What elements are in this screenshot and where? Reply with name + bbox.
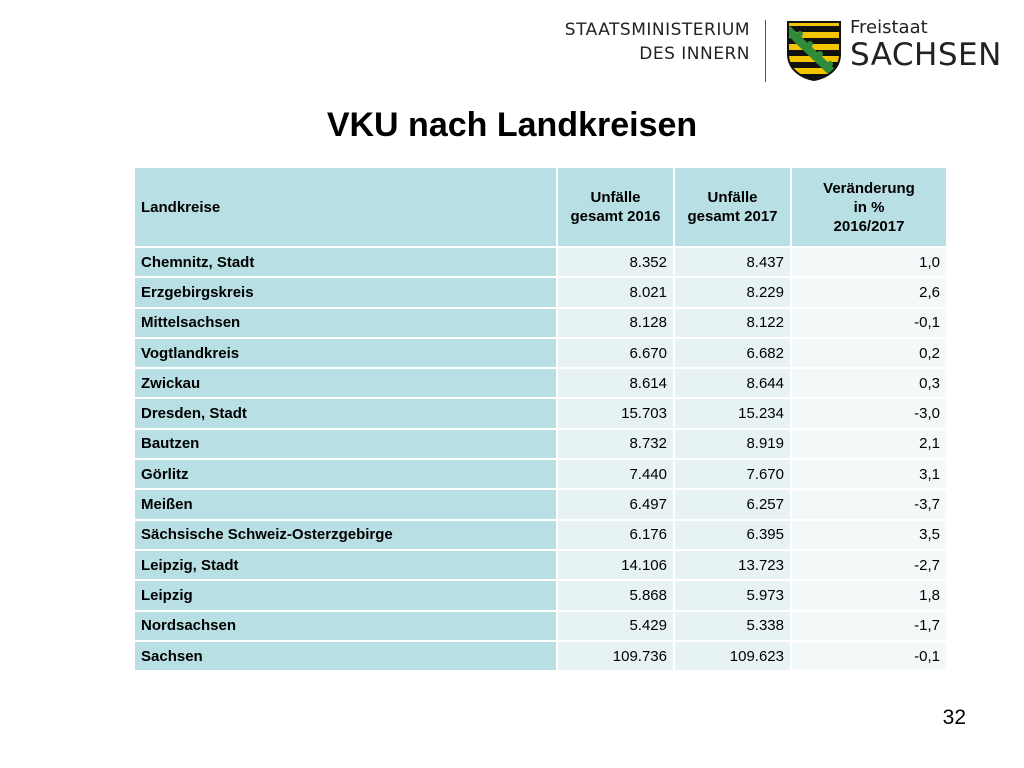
cell-landkreis: Leipzig, Stadt [134, 550, 557, 580]
cell-unfaelle-2017: 6.682 [674, 338, 791, 368]
header-veraenderung-line1: Veränderung [823, 179, 915, 197]
cell-landkreis: Dresden, Stadt [134, 398, 557, 428]
cell-veraenderung: -0,1 [791, 308, 947, 338]
header-veraenderung-line3: 2016/2017 [833, 217, 905, 235]
cell-landkreis: Erzgebirgskreis [134, 277, 557, 307]
header-unfaelle-2017-line1: Unfälle [707, 189, 758, 206]
cell-landkreis: Görlitz [134, 459, 557, 489]
cell-veraenderung: 1,8 [791, 580, 947, 610]
table-row [134, 520, 947, 550]
table-row [134, 459, 947, 489]
cell-unfaelle-2016: 5.868 [557, 580, 674, 610]
cell-unfaelle-2016: 14.106 [557, 550, 674, 580]
header-veraenderung [791, 167, 947, 247]
cell-unfaelle-2016: 8.021 [557, 277, 674, 307]
cell-landkreis: Nordsachsen [134, 611, 557, 641]
cell-unfaelle-2017: 8.919 [674, 429, 791, 459]
cell-unfaelle-2016: 8.128 [557, 308, 674, 338]
cell-landkreis: Sächsische Schweiz-Osterzgebirge [134, 520, 557, 550]
cell-unfaelle-2017: 5.973 [674, 580, 791, 610]
brand-freistaat: Freistaat [850, 17, 928, 38]
cell-veraenderung: -2,7 [791, 550, 947, 580]
table-row [134, 398, 947, 428]
cell-landkreis: Leipzig [134, 580, 557, 610]
cell-unfaelle-2016: 6.497 [557, 489, 674, 519]
header-unfaelle-2017-line2: gesamt 2017 [687, 208, 778, 225]
header-unfaelle-2016-line2: gesamt 2016 [570, 208, 661, 225]
header-unfaelle-2016 [557, 167, 674, 247]
cell-landkreis: Bautzen [134, 429, 557, 459]
header-veraenderung-line2: in % [853, 198, 885, 216]
cell-unfaelle-2016: 6.670 [557, 338, 674, 368]
cell-veraenderung: 0,3 [791, 368, 947, 398]
table-row [134, 368, 947, 398]
brand-sachsen: SACHSEN [850, 37, 1002, 73]
cell-veraenderung: 2,1 [791, 429, 947, 459]
table-row [134, 429, 947, 459]
table-row [134, 489, 947, 519]
cell-unfaelle-2017: 6.395 [674, 520, 791, 550]
cell-unfaelle-2017: 15.234 [674, 398, 791, 428]
ministry-line-2: DES INNERN [639, 44, 750, 64]
cell-veraenderung: -3,0 [791, 398, 947, 428]
cell-unfaelle-2017: 8.644 [674, 368, 791, 398]
table-row [134, 550, 947, 580]
saxony-coat-of-arms-icon [786, 20, 842, 82]
table-row [134, 308, 947, 338]
cell-landkreis: Zwickau [134, 368, 557, 398]
cell-landkreis: Sachsen [134, 641, 557, 671]
page-title: VKU nach Landkreisen [326, 106, 698, 144]
cell-unfaelle-2016: 8.614 [557, 368, 674, 398]
cell-unfaelle-2016: 6.176 [557, 520, 674, 550]
cell-veraenderung: -3,7 [791, 489, 947, 519]
cell-unfaelle-2017: 8.122 [674, 308, 791, 338]
cell-veraenderung: 0,2 [791, 338, 947, 368]
table-row [134, 338, 947, 368]
cell-unfaelle-2017: 6.257 [674, 489, 791, 519]
cell-unfaelle-2016: 109.736 [557, 641, 674, 671]
cell-unfaelle-2017: 7.670 [674, 459, 791, 489]
table-row [134, 277, 947, 307]
header-unfaelle-2016-line1: Unfälle [590, 189, 641, 206]
cell-unfaelle-2016: 7.440 [557, 459, 674, 489]
page-number: 32 [942, 706, 966, 729]
cell-veraenderung: 3,1 [791, 459, 947, 489]
ministry-name [560, 18, 750, 66]
cell-unfaelle-2017: 8.437 [674, 247, 791, 277]
table-row [134, 611, 947, 641]
cell-unfaelle-2016: 15.703 [557, 398, 674, 428]
cell-veraenderung: -1,7 [791, 611, 947, 641]
cell-veraenderung: -0,1 [791, 641, 947, 671]
cell-veraenderung: 3,5 [791, 520, 947, 550]
header-unfaelle-2017 [674, 167, 791, 247]
cell-landkreis: Chemnitz, Stadt [134, 247, 557, 277]
cell-veraenderung: 2,6 [791, 277, 947, 307]
cell-landkreis: Meißen [134, 489, 557, 519]
brand-logo [850, 18, 1002, 72]
table-row [134, 247, 947, 277]
cell-unfaelle-2017: 109.623 [674, 641, 791, 671]
header-landkreise: Landkreise [134, 167, 557, 247]
cell-unfaelle-2016: 8.732 [557, 429, 674, 459]
cell-unfaelle-2017: 5.338 [674, 611, 791, 641]
table-row-total [134, 641, 947, 671]
accidents-table [133, 166, 948, 672]
ministry-line-1: STAATSMINISTERIUM [564, 20, 750, 40]
cell-unfaelle-2017: 8.229 [674, 277, 791, 307]
cell-landkreis: Vogtlandkreis [134, 338, 557, 368]
cell-veraenderung: 1,0 [791, 247, 947, 277]
table-row [134, 580, 947, 610]
table-header-row [134, 167, 947, 247]
cell-unfaelle-2016: 8.352 [557, 247, 674, 277]
header-divider [765, 20, 766, 82]
cell-unfaelle-2017: 13.723 [674, 550, 791, 580]
cell-landkreis: Mittelsachsen [134, 308, 557, 338]
cell-unfaelle-2016: 5.429 [557, 611, 674, 641]
